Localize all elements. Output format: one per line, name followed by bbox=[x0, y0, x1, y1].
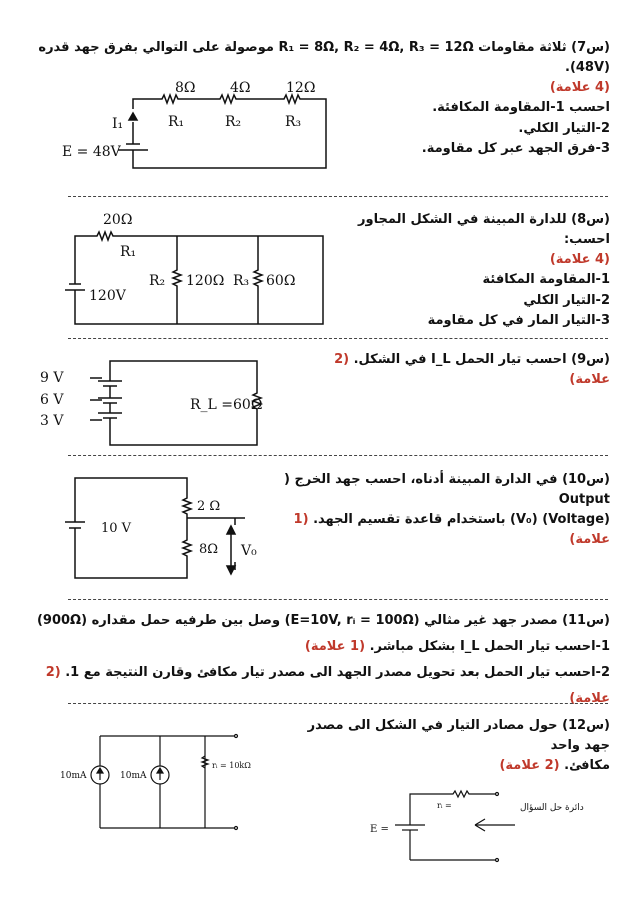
q8-r2-value: 120Ω bbox=[186, 273, 225, 289]
q9-v3: 3 V bbox=[40, 413, 64, 429]
q12-i2: 10mA bbox=[120, 771, 147, 781]
q10-line-2: (Voltage) (V₀) باستخدام قاعدة تقسيم الجهد. bbox=[313, 512, 610, 528]
q12-answer-circuit bbox=[365, 780, 605, 870]
q7-item-2: 2-التيار الكلي. bbox=[518, 120, 610, 136]
q12-ri: rᵢ = 10kΩ bbox=[212, 761, 251, 770]
q12-line-2: مكافئ. bbox=[564, 758, 610, 774]
q8-circuit bbox=[65, 210, 335, 330]
q7-marks: (4 علامة) bbox=[549, 80, 610, 96]
q8-r2-label: R₂ bbox=[149, 273, 166, 289]
q11-item-1-marks: (1 علامة) bbox=[304, 639, 366, 654]
q12-answer-box: دائرة حل السؤال bbox=[520, 803, 584, 813]
separator-2 bbox=[68, 338, 608, 339]
q10-line-1: (س10) في الدارة المبينة أدناه، احسب جهد الخرج ( Output bbox=[284, 472, 610, 508]
q7-current: I₁ bbox=[112, 116, 124, 132]
q12-line-1: (س12) حول مصادر التيار في الشكل الى مصدر جهد واحد bbox=[307, 718, 610, 754]
q12-marks: (2 علامة) bbox=[499, 758, 560, 774]
q12-answer-e: E = bbox=[370, 824, 389, 835]
q7-item-3: 3-فرق الجهد عبر كل مقاومة. bbox=[421, 140, 610, 156]
q10-output: V₀ bbox=[241, 543, 257, 559]
q7-r1-value: 8Ω bbox=[175, 80, 196, 96]
q9-v1: 9 V bbox=[40, 370, 64, 386]
q9-circuit bbox=[40, 355, 280, 455]
q9-load: R_L =60Ω bbox=[190, 397, 263, 413]
q11-item-2-marks: (2 علامة) bbox=[45, 665, 610, 706]
q12-answer-ri: rᵢ = bbox=[437, 801, 452, 810]
q10-marks: (1 علامة) bbox=[293, 512, 610, 548]
q8-r3-value: 60Ω bbox=[266, 273, 296, 289]
q7-item-1: احسب 1-المقاومة المكافئة. bbox=[432, 100, 610, 116]
q10-source: 10 V bbox=[101, 521, 132, 536]
q7-circuit bbox=[60, 80, 340, 180]
question-9 bbox=[320, 350, 610, 390]
separator-4 bbox=[68, 599, 608, 600]
q9-v2: 6 V bbox=[40, 392, 64, 408]
q12-i1: 10mA bbox=[60, 771, 87, 781]
q7-r2-value: 4Ω bbox=[230, 80, 251, 96]
q8-item-1: 1-المقاومة المكافئة bbox=[482, 272, 610, 288]
q12-circuit bbox=[55, 728, 255, 838]
q8-marks: (4 علامة) bbox=[549, 252, 610, 268]
question-11 bbox=[30, 608, 610, 712]
q8-item-3: 3-التيار المار في كل مقاومة bbox=[427, 312, 610, 328]
q7-r1-name: R₁ bbox=[168, 114, 185, 130]
question-10 bbox=[260, 470, 610, 551]
q11-item-2: 2-احسب تيار الحمل بعد تحويل مصدر الجهد الى مصدر تيار مكافئ وقارن النتيجة مع 1. bbox=[65, 665, 610, 680]
q7-r2-name: R₂ bbox=[225, 114, 242, 130]
separator-5 bbox=[68, 703, 608, 704]
separator-3 bbox=[68, 455, 608, 456]
q7-title: (س7) ثلاثة مقاومات R₁ = 8Ω, R₂ = 4Ω, R₃ = 12Ω موصولة على التوالي بفرق جهد قدره (48V). bbox=[38, 40, 610, 76]
q7-r3-value: 12Ω bbox=[286, 80, 316, 96]
q7-r3-name: R₃ bbox=[285, 114, 302, 130]
question-12 bbox=[290, 716, 610, 776]
q8-r3-label: R₃ bbox=[233, 273, 250, 289]
q8-r1-name: R₁ bbox=[120, 244, 137, 260]
q9-title: (س9) احسب تيار الحمل I_L في الشكل. bbox=[353, 352, 610, 367]
q10-r-top: 2 Ω bbox=[197, 499, 221, 514]
q10-r-bottom: 8Ω bbox=[199, 542, 219, 557]
question-8 bbox=[310, 210, 610, 331]
q8-r1-value: 20Ω bbox=[103, 212, 133, 228]
q8-item-2: 2-التيار الكلي bbox=[523, 292, 610, 308]
q8-title: (س8) للدارة المبينة في الشكل المجاور احسب: bbox=[358, 212, 610, 248]
q9-marks: (2 علامة) bbox=[334, 352, 610, 388]
q11-title: (س11) مصدر جهد غير مثالي (E=10V, rᵢ = 100Ω) وصل بين طرفيه حمل مقداره (900Ω) bbox=[36, 613, 610, 628]
q7-source: E = 48V bbox=[62, 144, 121, 160]
q11-item-1: 1-احسب تيار الحمل I_L بشكل مباشر. bbox=[369, 639, 610, 654]
q8-source: 120V bbox=[89, 288, 126, 304]
q10-circuit bbox=[65, 470, 275, 585]
separator-1 bbox=[68, 196, 608, 197]
